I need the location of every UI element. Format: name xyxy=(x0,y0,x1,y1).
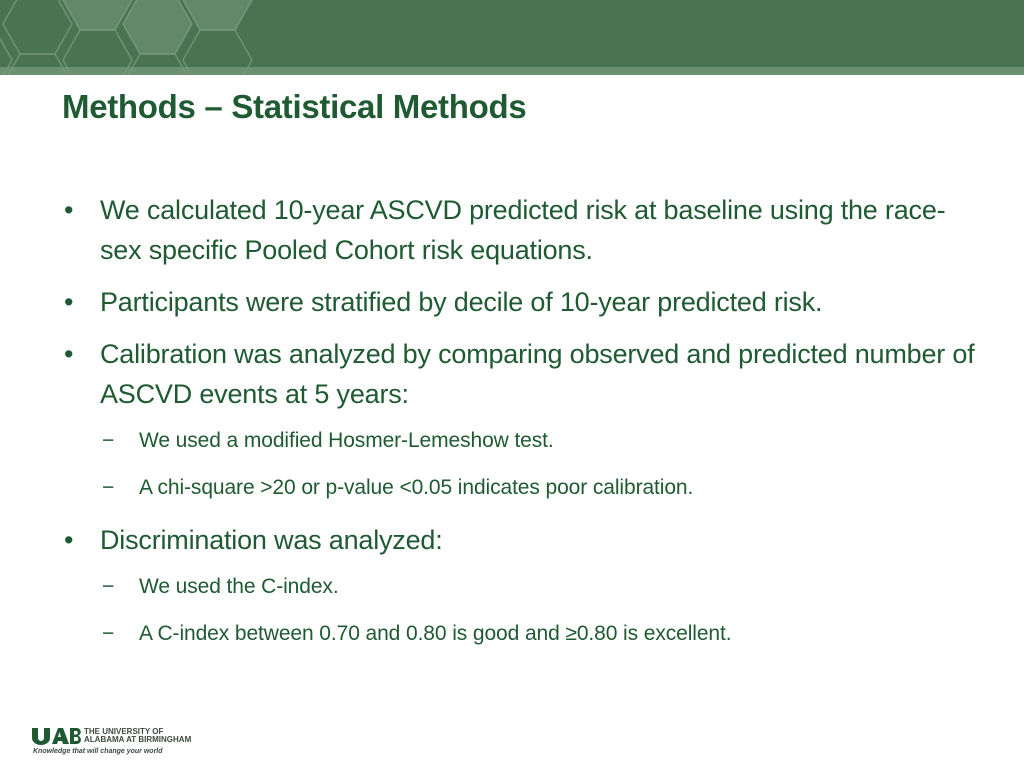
bullet-item xyxy=(62,334,982,414)
sub-bullet-item xyxy=(62,426,982,456)
dash-marker: − xyxy=(102,429,115,452)
bullet-marker: • xyxy=(64,525,74,555)
bullet-marker: • xyxy=(64,339,74,369)
bullet-item xyxy=(62,520,982,560)
bullet-item xyxy=(62,282,982,322)
logo-line1: THE UNIVERSITY OF xyxy=(84,727,164,736)
bullet-text: Participants were stratified by decile of 10-year predicted risk. xyxy=(100,287,823,317)
sub-bullet-item xyxy=(62,473,982,503)
dash-marker: − xyxy=(102,575,115,598)
sub-bullet-item xyxy=(62,619,982,649)
logo-tagline: Knowledge that will change your world xyxy=(33,748,163,755)
bullet-text: Discrimination was analyzed: xyxy=(100,525,443,555)
logo-line2: ALABAMA AT BIRMINGHAM xyxy=(84,735,192,744)
sub-bullet-text: A C-index between 0.70 and 0.80 is good and ≥0.80 is excellent. xyxy=(139,622,732,645)
slide-title: Methods – Statistical Methods xyxy=(62,88,527,125)
bullet-marker: • xyxy=(64,195,74,225)
sub-bullet-text: We used the C-index. xyxy=(139,575,339,598)
bullet-text: Calibration was analyzed by comparing observed and predicted number of ASCVD events at 5 years: xyxy=(100,339,975,409)
slide-content xyxy=(62,190,982,666)
uab-logo-mark-icon xyxy=(32,727,82,745)
bullet-marker: • xyxy=(64,287,74,317)
uab-logo xyxy=(32,727,192,759)
dash-marker: − xyxy=(102,622,115,645)
sub-bullet-text: A chi-square >20 or p-value <0.05 indicates poor calibration. xyxy=(139,476,694,499)
sub-bullet-text: We used a modified Hosmer-Lemeshow test. xyxy=(139,429,554,452)
bullet-text: We calculated 10-year ASCVD predicted risk at baseline using the race-sex specific Pooled Cohort risk equations. xyxy=(100,195,946,265)
bullet-item xyxy=(62,190,982,270)
sub-bullet-item xyxy=(62,572,982,602)
dash-marker: − xyxy=(102,476,115,499)
hexagon-pattern-icon xyxy=(0,0,300,75)
logo-university-name xyxy=(84,728,191,744)
